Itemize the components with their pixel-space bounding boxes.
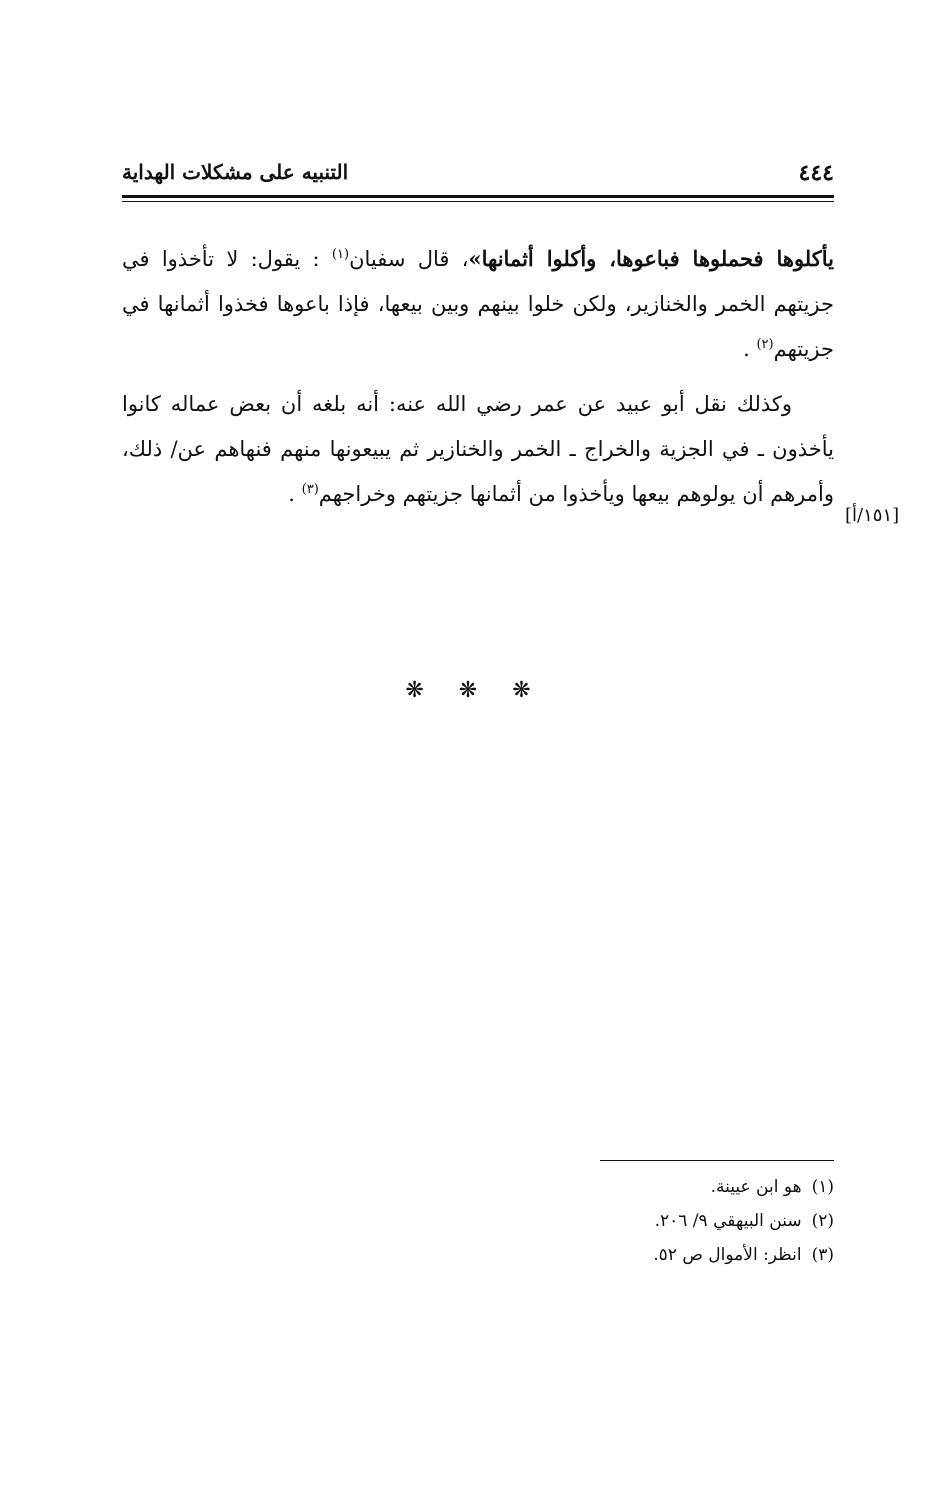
para1-end: . [743, 337, 750, 361]
footnote-number: (٢) [811, 1211, 834, 1231]
main-text [122, 236, 834, 517]
header-rule-thick [122, 195, 834, 198]
footnote-rule [600, 1160, 834, 1161]
para1-text-a: ، قال سفيان [349, 247, 469, 271]
footnote-text: هو ابن عيينة. [710, 1177, 802, 1197]
manuscript-folio-note: [١٥١/أ] [845, 505, 900, 526]
para2-text: وكذلك نقل أبو عبيد عن عمر رضي الله عنه: أنه بلغه أن بعض عماله كانوا يأخذون ـ في الجزية والخراج ـ الخمر والخنازير ثم يبيعونها منهم فنهاهم عن/ ذلك، وأمرهم أن يولوهم بيعها ويأخذوا من أثمانها جزيتهم وخراجهم [122, 392, 834, 506]
footnote-ref-3: (٣) [301, 482, 319, 497]
page-header [122, 156, 834, 192]
paragraph-2 [122, 382, 834, 517]
header-rule-thin [122, 201, 834, 202]
para1-text-b: : يقول: لا تأخذوا في جزيتهم الخمر والخنازير، ولكن خلوا بينهم وبين بيعها، فإذا باعوها فخذوا أثمانها في جزيتهم [122, 247, 834, 361]
footnote-text: انظر: الأموال ص ٥٢. [653, 1245, 802, 1265]
paragraph-1 [122, 236, 834, 372]
para2-end: . [288, 482, 295, 506]
footnote [460, 1170, 834, 1204]
footnote [460, 1238, 834, 1272]
quoted-hadith: يأكلوها فحملوها فباعوها، وأكلوا أثمانها» [468, 246, 834, 271]
footnote-number: (١) [811, 1177, 834, 1197]
footnote-ref-2: (٢) [756, 337, 774, 352]
footnote-text: سنن البيهقي ٩/ ٢٠٦. [654, 1211, 802, 1231]
page-number: ٤٤٤ [798, 160, 834, 186]
footnotes [460, 1170, 834, 1272]
section-separator: ❋ ❋ ❋ [405, 678, 545, 703]
footnote-number: (٣) [811, 1245, 834, 1265]
footnote-ref-1: (١) [331, 247, 350, 262]
running-title: التنبيه على مشكلات الهداية [122, 160, 349, 184]
footnote [460, 1204, 834, 1238]
